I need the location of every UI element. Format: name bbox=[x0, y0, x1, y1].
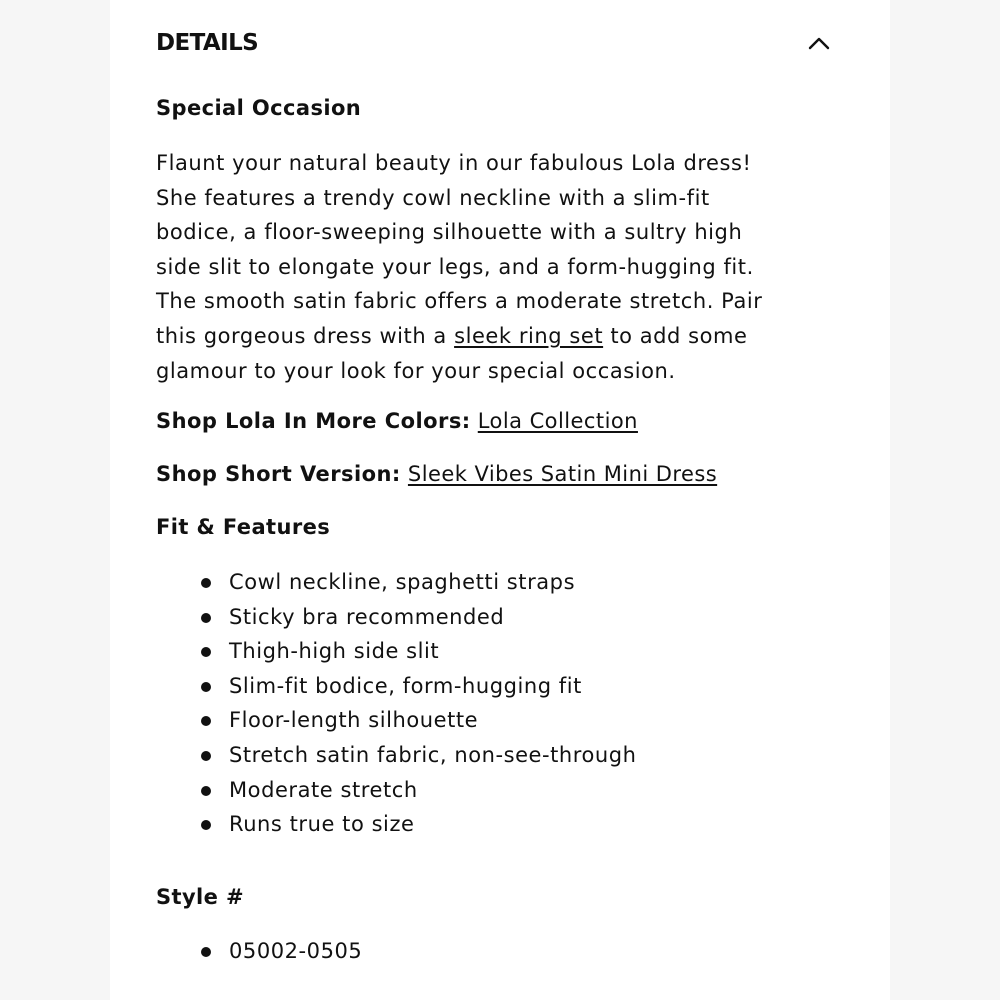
style-number-list bbox=[156, 934, 362, 969]
list-item-text: Cowl neckline, spaghetti straps bbox=[229, 570, 576, 594]
list-item-text: Sticky bra recommended bbox=[229, 604, 505, 629]
list-item-text: Stretch satin fabric, non-see-through bbox=[229, 742, 637, 767]
description-line: bodice, a floor-sweeping silhouette with a sultry high bbox=[156, 220, 743, 245]
bullet-icon bbox=[201, 820, 211, 830]
style-number-heading: Style # bbox=[156, 885, 244, 909]
list-item-text: Floor-length silhouette bbox=[229, 708, 479, 733]
list-item-text: Slim-fit bodice, form-hugging fit bbox=[229, 673, 582, 698]
sleek-vibes-mini-dress-link[interactable]: Sleek Vibes Satin Mini Dress bbox=[407, 462, 718, 486]
occasion-heading: Special Occasion bbox=[156, 96, 362, 120]
bullet-icon bbox=[201, 947, 211, 957]
product-description bbox=[156, 146, 836, 388]
description-text: to add some bbox=[603, 323, 748, 348]
fit-features-list bbox=[156, 565, 776, 842]
list-item bbox=[156, 773, 776, 808]
list-item-text: Moderate stretch bbox=[229, 777, 418, 802]
list-item bbox=[156, 600, 776, 635]
shop-more-colors-line bbox=[156, 409, 638, 433]
bullet-icon bbox=[201, 647, 211, 657]
description-text: this gorgeous dress with a bbox=[156, 323, 455, 348]
bullet-icon bbox=[201, 716, 211, 726]
list-item-text: Thigh-high side slit bbox=[229, 639, 440, 664]
shop-short-version-line bbox=[156, 462, 717, 486]
details-accordion-header[interactable] bbox=[156, 25, 831, 61]
description-line bbox=[156, 319, 836, 354]
list-item bbox=[156, 934, 362, 969]
list-item bbox=[156, 565, 776, 600]
shop-short-version-label: Shop Short Version: bbox=[156, 462, 401, 486]
description-line: glamour to your look for your special occasion. bbox=[156, 358, 676, 383]
list-item bbox=[156, 807, 776, 842]
bullet-icon bbox=[201, 682, 211, 692]
list-item bbox=[156, 738, 776, 773]
bullet-icon bbox=[201, 613, 211, 623]
list-item bbox=[156, 634, 776, 669]
description-line: The smooth satin fabric offers a moderate stretch. Pair bbox=[156, 289, 763, 314]
chevron-up-icon[interactable] bbox=[807, 31, 831, 55]
lola-collection-link[interactable]: Lola Collection bbox=[477, 409, 638, 433]
description-line: Flaunt your natural beauty in our fabulous Lola dress! bbox=[156, 151, 752, 175]
bullet-icon bbox=[201, 751, 211, 761]
list-item bbox=[156, 669, 776, 704]
description-line: She features a trendy cowl neckline with a slim-fit bbox=[156, 185, 710, 210]
list-item bbox=[156, 703, 776, 738]
details-title: DETAILS bbox=[156, 30, 259, 56]
sleek-ring-set-link[interactable]: sleek ring set bbox=[454, 323, 604, 348]
style-number-value: 05002-0505 bbox=[229, 939, 363, 963]
list-item-text: Runs true to size bbox=[229, 812, 415, 837]
shop-more-colors-label: Shop Lola In More Colors: bbox=[156, 409, 471, 433]
bullet-icon bbox=[201, 578, 211, 588]
description-line: side slit to elongate your legs, and a form-hugging fit. bbox=[156, 254, 754, 279]
fit-features-heading: Fit & Features bbox=[156, 515, 331, 539]
bullet-icon bbox=[201, 786, 211, 796]
